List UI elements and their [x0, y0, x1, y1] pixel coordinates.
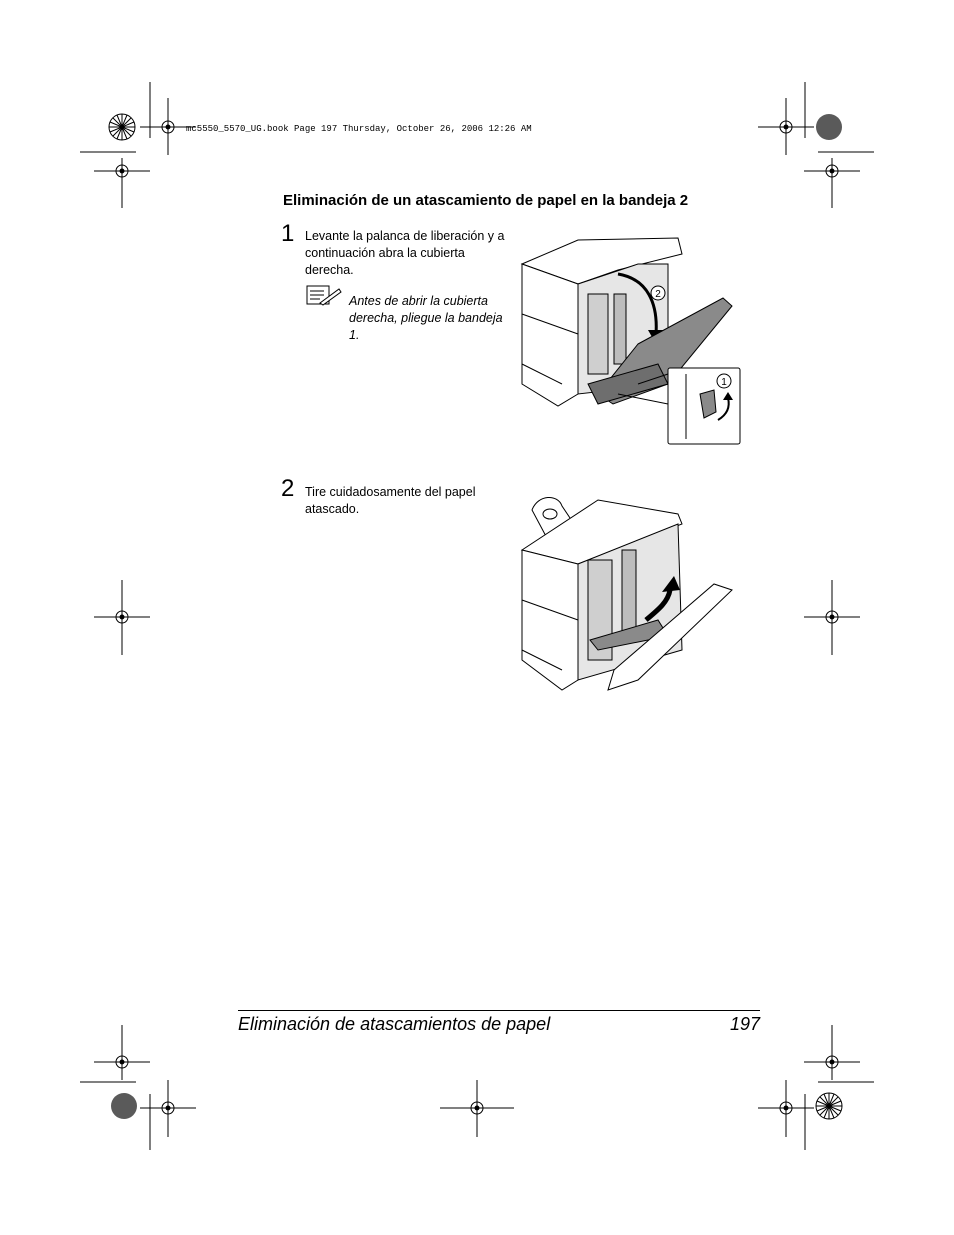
callout-2: 2 [655, 289, 661, 300]
footer-page-number: 197 [729, 1014, 760, 1034]
book-info-header: mc5550_5570_UG.book Page 197 Thursday, October 26, 2006 12:26 AM [186, 124, 532, 134]
footer-chapter-title: Eliminación de atascamientos de papel [238, 1014, 551, 1034]
note-icon [306, 285, 342, 309]
section-title: Eliminación de un atascamiento de papel en la bandeja 2 [283, 192, 689, 209]
footer-rule [238, 1010, 760, 1011]
callout-1: 1 [721, 377, 727, 388]
step-text: Tire cuidadosamente del papel atascado. [305, 485, 476, 516]
printer-jammed-paper-illustration [518, 490, 738, 700]
step-number: 1 [281, 220, 295, 247]
printer-open-cover-illustration [518, 234, 742, 448]
step-number: 2 [281, 475, 295, 502]
step-text: Levante la palanca de liberación y a continuación abra la cubierta derecha. [305, 229, 505, 277]
note-text: Antes de abrir la cubierta derecha, pliegue la bandeja 1. [349, 294, 503, 342]
